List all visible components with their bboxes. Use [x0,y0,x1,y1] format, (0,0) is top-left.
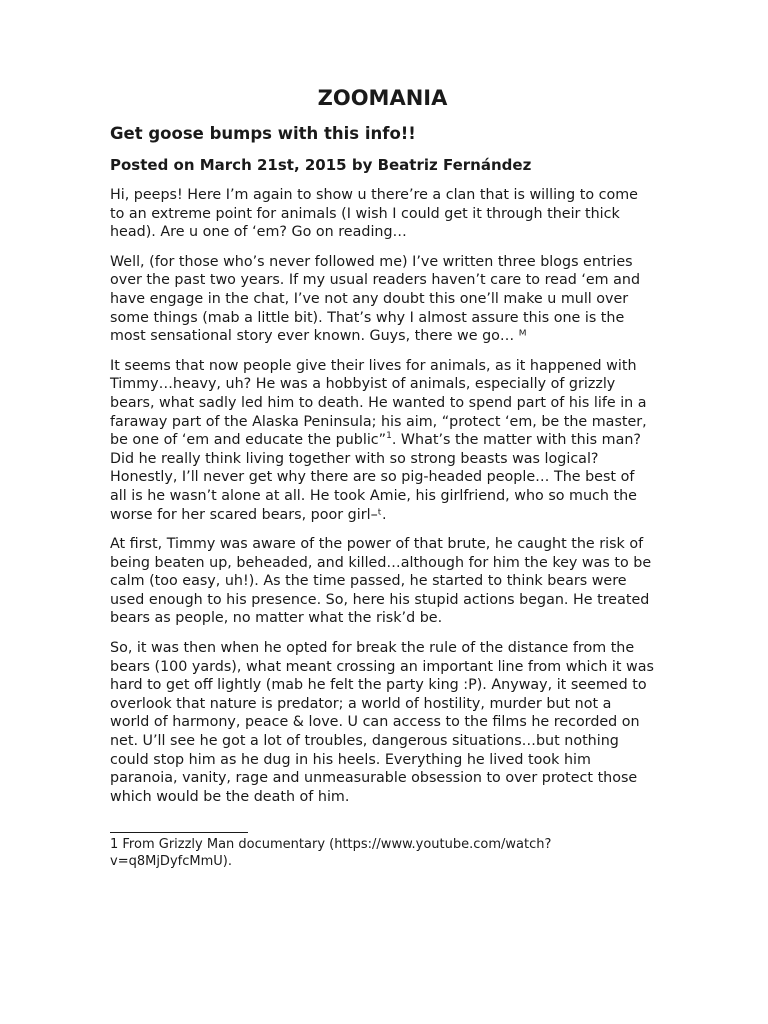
paragraph-3-text-b: . What’s the matter with this man? Did he really think living together with so strong beasts was logical? Honestly, I’ll never get why there are so pig-headed people… The best of all is he wasn’t alone at all. He took Amie, his girlfriend, who so much the worse for her scared bears, poor girl–ᵗ. [110,432,641,523]
blog-title: ZOOMANIA [317,86,448,110]
footnote: 1 From Grizzly Man documentary (https://www.youtube.com/watch?v=q8MjDyfcMmU). [110,837,552,870]
paragraph-2: Well, (for those who’s never followed me) I’ve written three blogs entries over the past two years. If my usual readers haven’t care to read ‘em and have engage in the chat, I’ve not any doubt this one’ll make u mull over some things (mab a little bit). That’s why I almost assure this one is the most sensational story ever known. Guys, there we go… ᴹ [110,253,641,345]
post-byline: Posted on March 21st, 2015 by Beatriz Fernández [110,156,532,174]
post-headline: Get goose bumps with this info!! [110,124,416,143]
document-page [110,84,655,870]
footnote-reference: 1 [386,431,392,442]
paragraph-5: So, it was then when he opted for break the rule of the distance from the bears (100 yards), what meant crossing an important line from which it was hard to get off lightly (mab he felt the party king :P). Anyway, it seemed to overlook that nature is predator; a world of hostility, murder but not a world of harmony, peace & love. U can access to the films he recorded on net. U’ll see he got a lot of troubles, dangerous situations…but nothing could stop him as he dug in his heels. Everything he lived took him paranoia, vanity, rage and unmeasurable obsession to over protect those which would be the death of him. [110,640,654,805]
footnote-separator [110,832,248,833]
paragraph-1: Hi, peeps! Here I’m again to show u there’re a clan that is willing to come to an extreme point for animals (I wish I could get it through their thick head). Are u one of ‘em? Go on reading… [110,187,638,241]
paragraph-3 [110,357,655,524]
paragraph-3-text-a: It seems that now people give their lives for animals, as it happened with Timmy…heavy, uh? He was a hobbyist of animals, especially of grizzly bears, what sadly led him to death. He wanted to spend part of his life in a faraway part of the Alaska Peninsula; his aim, “protect ‘em, be the master, be one of ‘em and educate the public” [110,357,647,449]
paragraph-4: At first, Timmy was aware of the power of that brute, he caught the risk of being beaten up, beheaded, and killed…although for him the key was to be calm (too easy, uh!). As the time passed, he started to think bears were used enough to his presence. So, here his stupid actions began. He treated bears as people, no matter what the risk’d be. [110,536,652,627]
